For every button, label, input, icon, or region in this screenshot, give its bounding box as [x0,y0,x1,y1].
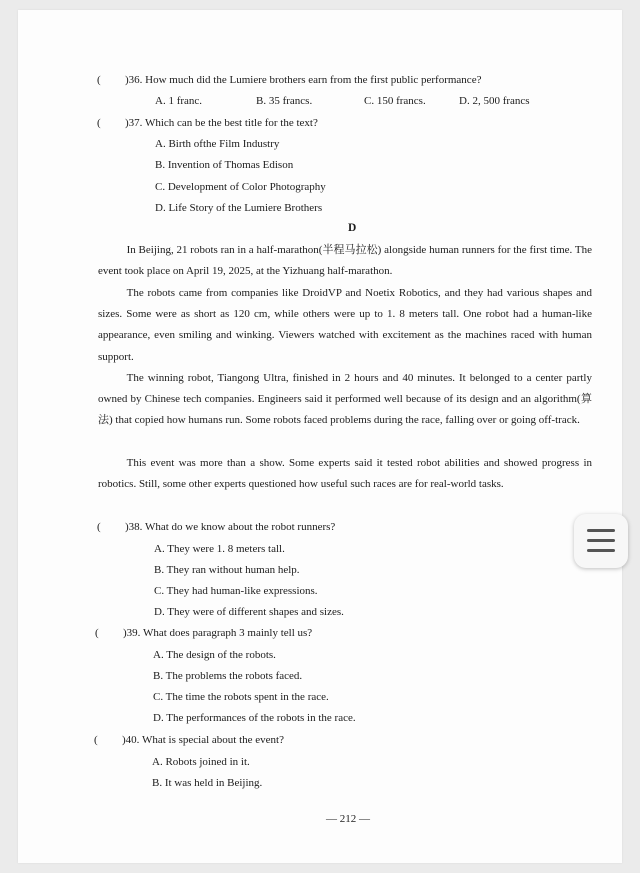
option-a: A. 1 franc. [155,95,203,107]
option-b: B. It was held in Beijing. [152,777,263,789]
document-page [18,10,622,863]
menu-bar [587,529,615,532]
option-d: D. 2, 500 francs [459,95,530,107]
answer-blank: ( [97,74,101,86]
option-c: C. The time the robots spent in the race. [153,691,329,703]
question-stem: )37. Which can be the best title for the text? [125,117,318,129]
question-stem: )36. How much did the Lumiere brothers earn from the first public performance? [125,74,482,86]
option-b: B. 35 francs. [256,95,313,107]
question-stem: )39. What does paragraph 3 mainly tell us? [123,627,313,639]
passage-paragraph-2: The robots came from companies like DroidVP and Noetix Robotics, and they had various shapes and sizes. Some were as short as 120 cm, while others were up to 1. 8 meters tall. One robot had a human-like appearance, even smiling and winking. Viewers watched with excitement as the machines raced with human support. [98,287,592,363]
page-number: — 212 — [326,813,370,825]
option-a: A. The design of the robots. [153,649,276,661]
option-d: D. Life Story of the Lumiere Brothers [155,202,323,214]
answer-blank: ( [97,117,101,129]
question-stem: )38. What do we know about the robot runners? [125,521,336,533]
menu-bar [587,539,615,542]
passage-paragraph-4: This event was more than a show. Some experts said it tested robot abilities and showed progress in robotics. Still, some other experts questioned how useful such races are for real-world tasks. [98,457,592,491]
section-heading: D [348,222,357,234]
option-c: C. 150 francs. [364,95,426,107]
answer-blank: ( [94,734,98,746]
option-b: B. They ran without human help. [154,564,300,576]
option-c: C. They had human-like expressions. [154,585,318,597]
passage-paragraph-1: In Beijing, 21 robots ran in a half-marathon(半程马拉松) alongside human runners for the first time. The event took place on April 19, 2025, at the Yizhuang half-marathon. [98,244,592,278]
menu-button[interactable] [574,514,628,568]
answer-blank: ( [95,627,99,639]
option-c: C. Development of Color Photography [155,181,326,193]
option-a: A. They were 1. 8 meters tall. [154,543,285,555]
question-stem: )40. What is special about the event? [122,734,284,746]
option-b: B. The problems the robots faced. [153,670,303,682]
answer-blank: ( [97,521,101,533]
option-d: D. They were of different shapes and sizes. [154,606,344,618]
option-b: B. Invention of Thomas Edison [155,159,294,171]
option-a: A. Birth ofthe Film Industry [155,138,280,150]
option-a: A. Robots joined in it. [152,756,250,768]
passage-paragraph-3: The winning robot, Tiangong Ultra, finished in 2 hours and 40 minutes. It belonged to a center partly owned by Chinese tech companies. Engineers said it performed well because of its design and an algorithm(算法) that copied how humans run. Some robots faced problems during the race, falling over or going off-track. [98,372,592,427]
menu-bar [587,549,615,552]
option-d: D. The performances of the robots in the race. [153,712,356,724]
